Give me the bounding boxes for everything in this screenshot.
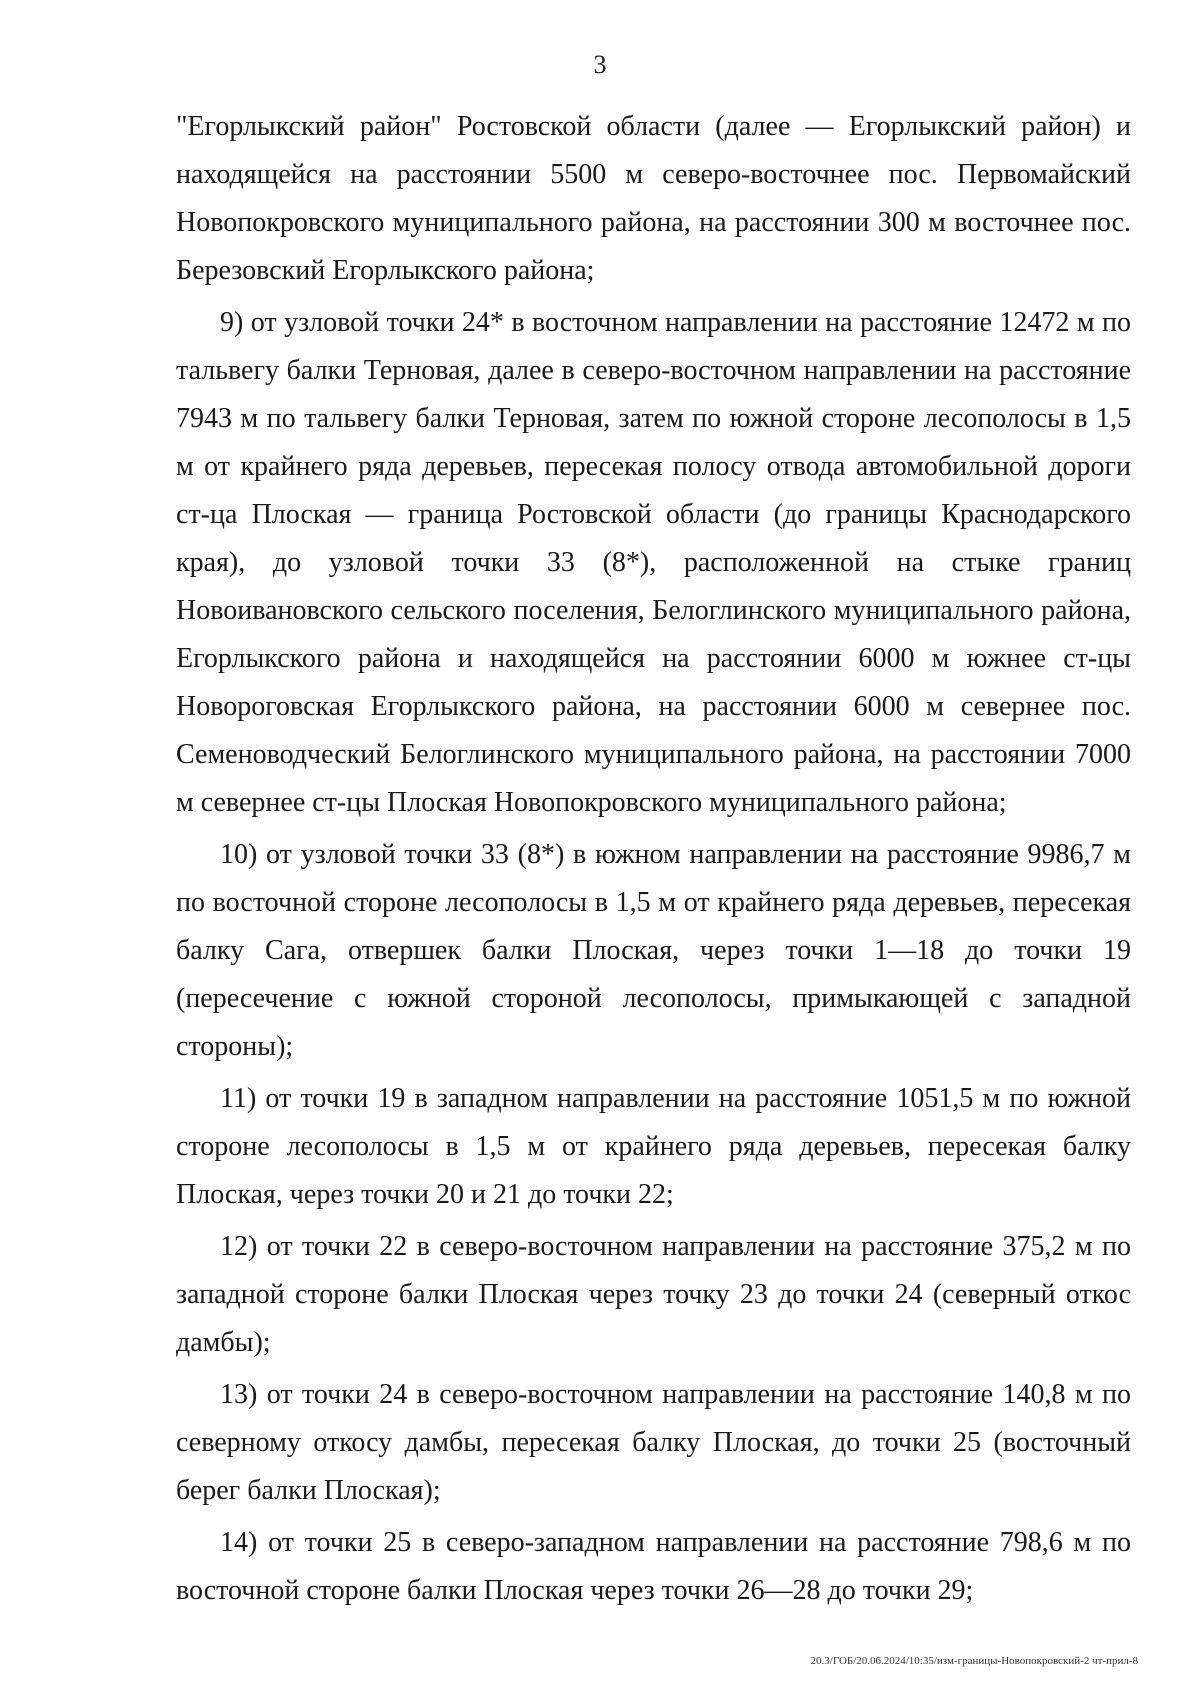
paragraph-item-9: 9) от узловой точки 24* в восточном направлении на расстояние 12472 м по тальвегу балки Терновая, далее в северо-восточном направлении на расстояние 7943 м по тальвегу балки Терновая, затем по южной стороне лесополосы в 1,5 м от крайнего ряда деревьев, пересекая полосу отвода автомобильной дороги ст-ца Плоская — граница Ростовской области (до границы Краснодарского края), до узловой точки 33 (8*), расположенной на стыке границ Новоивановского сельского поселения, Белоглинского муниципального района, Егорлыкского района и находящейся на расстоянии 6000 м южнее ст-цы Новороговская Егорлыкского района, на расстоянии 6000 м севернее пос. Семеноводческий Белоглинского муниципального района, на расстоянии 7000 м севернее ст-цы Плоская Новопокровского муниципального района; <box>176 307 1131 818</box>
page-number: 3 <box>593 50 607 79</box>
paragraph-item-11: 11) от точки 19 в западном направлении на расстояние 1051,5 м по южной стороне лесополосы в 1,5 м от крайнего ряда деревьев, пересекая балку Плоская, через точки 20 и 21 до точки 22; <box>176 1083 1131 1210</box>
paragraph-item-10: 10) от узловой точки 33 (8*) в южном направлении на расстояние 9986,7 м по восточной стороне лесополосы в 1,5 м от крайнего ряда деревьев, пересекая балку Сага, отвершек балки Плоская, через точки 1—18 до точки 19 (пересечение с южной стороной лесополосы, примыкающей с западной стороны); <box>176 839 1131 1062</box>
document-body <box>176 103 1131 1619</box>
paragraph-item-12: 12) от точки 22 в северо-восточном направлении на расстояние 375,2 м по западной стороне балки Плоская через точку 23 до точки 24 (северный откос дамбы); <box>176 1231 1131 1358</box>
paragraph-continuation: "Егорлыкский район" Ростовской области (далее — Егорлыкский район) и находящейся на расстоянии 5500 м северо-восточнее пос. Первомайский Новопокровского муниципального района, на расстоянии 300 м восточнее пос. Березовский Егорлыкского района; <box>176 111 1131 286</box>
paragraph-item-14: 14) от точки 25 в северо-западном направлении на расстояние 798,6 м по восточной стороне балки Плоская через точки 26—28 до точки 29; <box>176 1527 1131 1606</box>
document-footer-id: 20.3/ГОБ/20.06.2024/10:35/изм-границы-Новопокровский-2 чт-прил-8 <box>810 1655 1138 1667</box>
paragraph-item-13: 13) от точки 24 в северо-восточном направлении на расстояние 140,8 м по северному откосу дамбы, пересекая балку Плоская, до точки 25 (восточный берег балки Плоская); <box>176 1379 1131 1506</box>
